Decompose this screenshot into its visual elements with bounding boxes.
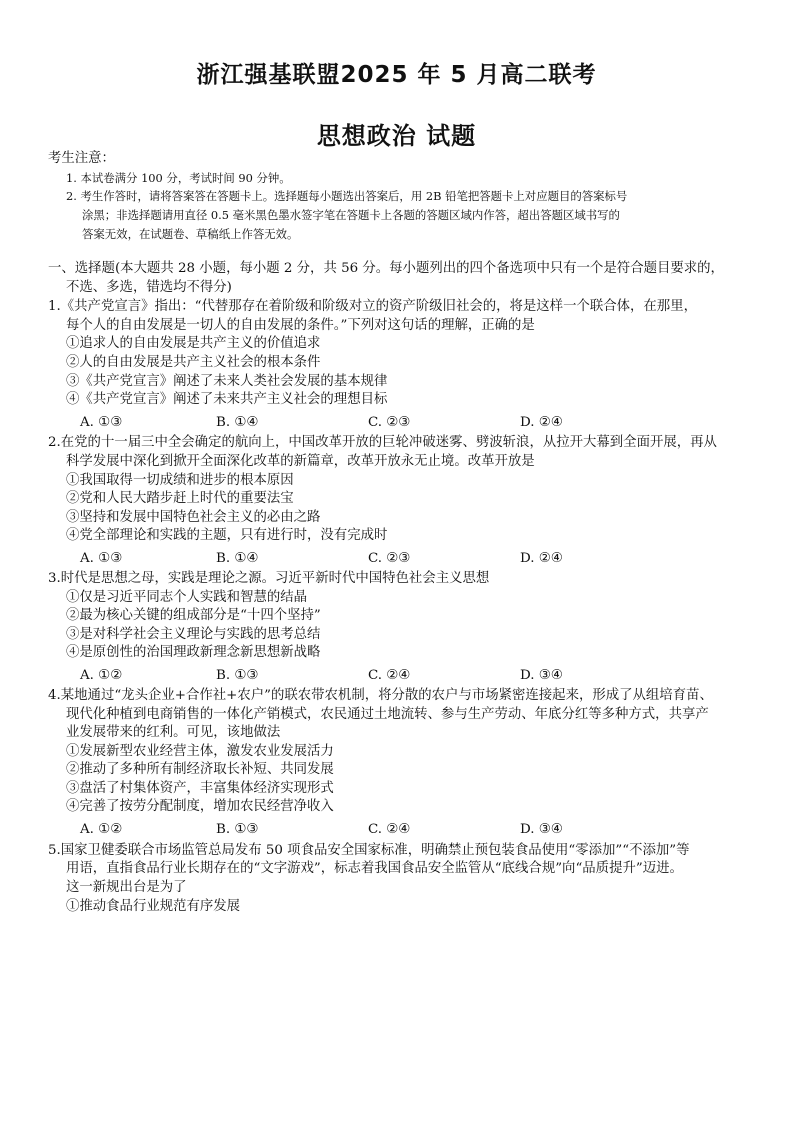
question-1-item: ①追求人的自由发展是共产主义的价值追求 <box>66 336 321 351</box>
question-1-option-d[interactable]: D. ②④ <box>520 415 563 430</box>
section-heading-cont: 不选、多选，错选均不得分) <box>66 280 232 295</box>
question-3-item: ④是原创性的治国理政新理念新思想新战略 <box>66 645 321 660</box>
question-4-item: ②推动了多种所有制经济取长补短、共同发展 <box>66 762 334 777</box>
question-1-stem: 每个人的自由发展是一切人的自由发展的条件。”下列对这句话的理解，正确的是 <box>66 318 535 333</box>
question-4-option-d[interactable]: D. ③④ <box>520 822 563 837</box>
question-1-item: ④《共产党宣言》阐述了未来共产主义社会的理想目标 <box>66 392 388 407</box>
question-1-item: ③《共产党宣言》阐述了未来人类社会发展的基本规律 <box>66 374 388 389</box>
notice-heading: 考生注意： <box>48 151 115 166</box>
question-3-option-c[interactable]: C. ②④ <box>368 668 411 683</box>
question-3-item: ③是对科学社会主义理论与实践的思考总结 <box>66 627 321 642</box>
notice-item: 1. 本试卷满分 100 分，考试时间 90 分钟。 <box>66 171 291 185</box>
question-2-item: ①我国取得一切成绩和进步的根本原因 <box>66 473 294 488</box>
question-4-item: ③盘活了村集体资产，丰富集体经济实现形式 <box>66 781 334 796</box>
section-heading: 一、选择题(本大题共 28 小题，每小题 2 分，共 56 分。每小题列出的四个备选项中只有一个是符合题目要求的， <box>48 261 724 276</box>
question-5-stem: 5.国家卫健委联合市场监管总局发布 50 项食品安全国家标准，明确禁止预包装食品使用“零添加”“不添加”等 <box>48 843 690 858</box>
question-4-option-a[interactable]: A. ①② <box>80 822 123 837</box>
question-3-option-a[interactable]: A. ①② <box>80 668 123 683</box>
question-3-option-b[interactable]: B. ①③ <box>216 668 259 683</box>
question-2-item: ④党全部理论和实践的主题，只有进行时，没有完成时 <box>66 528 388 543</box>
subject-title: 思想政治 试题 <box>316 122 477 150</box>
question-5-stem: 用语，直指食品行业长期存在的“文字游戏”，标志着我国食品安全监管从“底线合规”向“品质提升”迈进。 <box>66 861 683 876</box>
question-1-option-b[interactable]: B. ①④ <box>216 415 259 430</box>
question-1-stem: 1.《共产党宣言》指出：“代替那存在着阶级和阶级对立的资产阶级旧社会的，将是这样一个联合体，在那里， <box>48 299 697 314</box>
exam-title: 浙江强基联盟2025 年 5 月高二联考 <box>196 62 597 88</box>
question-4-item: ④完善了按劳分配制度，增加农民经营净收入 <box>66 799 334 814</box>
question-3-stem: 3.时代是思想之母，实践是理论之源。习近平新时代中国特色社会主义思想 <box>48 571 490 586</box>
question-4-stem: 业发展带来的红利。可见，该地做法 <box>66 725 281 740</box>
question-2-option-c[interactable]: C. ②③ <box>368 551 411 566</box>
notice-item: 涂黑；非选择题请用直径 0.5 毫米黑色墨水签字笔在答题卡上各题的答题区域内作答，超出答题区域书写的 <box>82 208 620 222</box>
question-1-option-c[interactable]: C. ②③ <box>368 415 411 430</box>
question-2-stem: 科学发展中深化到掀开全面深化改革的新篇章，改革开放永无止境。改革开放是 <box>66 454 535 469</box>
question-1-item: ②人的自由发展是共产主义社会的根本条件 <box>66 355 321 370</box>
question-3-item: ②最为核心关键的组成部分是“十四个坚持” <box>66 608 321 623</box>
question-4-option-b[interactable]: B. ①③ <box>216 822 259 837</box>
question-4-stem: 4.某地通过“龙头企业+合作社+农户”的联农带农机制，将分散的农户与市场紧密连接起来，形成了从组培育苗、 <box>48 688 713 703</box>
question-2-option-b[interactable]: B. ①④ <box>216 551 259 566</box>
question-2-stem: 2.在党的十一届三中全会确定的航向上，中国改革开放的巨轮冲破迷雾、劈波斩浪，从拉开大幕到全面开展，再从 <box>48 435 717 450</box>
question-4-item: ①发展新型农业经营主体，激发农业发展活力 <box>66 744 334 759</box>
notice-item: 2. 考生作答时，请将答案答在答题卡上。选择题每小题选出答案后，用 2B 铅笔把答题卡上对应题目的答案标号 <box>66 189 628 203</box>
question-1-option-a[interactable]: A. ①③ <box>80 415 123 430</box>
question-2-item: ②党和人民大踏步赶上时代的重要法宝 <box>66 491 294 506</box>
question-2-option-a[interactable]: A. ①③ <box>80 551 123 566</box>
notice-item: 答案无效，在试题卷、草稿纸上作答无效。 <box>82 227 299 241</box>
question-2-option-d[interactable]: D. ②④ <box>520 551 563 566</box>
question-5-stem: 这一新规出台是为了 <box>66 880 187 895</box>
question-2-item: ③坚持和发展中国特色社会主义的必由之路 <box>66 510 321 525</box>
question-3-option-d[interactable]: D. ③④ <box>520 668 563 683</box>
question-4-option-c[interactable]: C. ②④ <box>368 822 411 837</box>
question-4-stem: 现代化种植到电商销售的一体化产销模式，农民通过土地流转、参与生产劳动、年底分红等多种方式，共享产 <box>66 707 709 722</box>
question-5-item: ①推动食品行业规范有序发展 <box>66 899 241 914</box>
question-3-item: ①仅是习近平同志个人实践和智慧的结晶 <box>66 590 308 605</box>
